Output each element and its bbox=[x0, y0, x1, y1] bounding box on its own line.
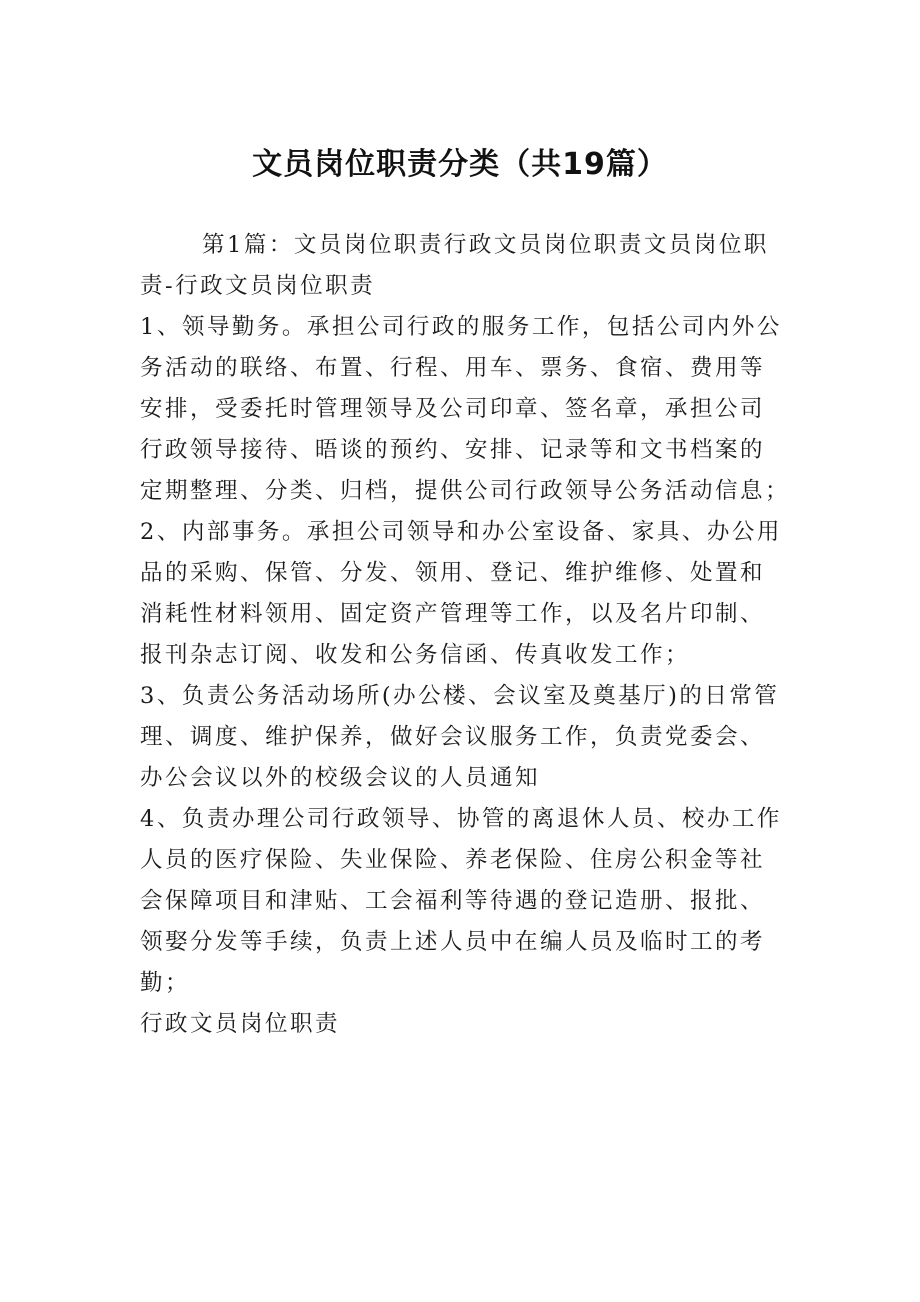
paragraph-line: 消耗性材料领用、固定资产管理等工作，以及名片印制、 bbox=[140, 601, 766, 627]
section-heading: 行政文员岗位职责 bbox=[140, 1011, 341, 1037]
paragraph-line: 品的采购、保管、分发、领用、登记、维护维修、处置和 bbox=[140, 560, 766, 586]
paragraph-line: 会保障项目和津贴、工会福利等待遇的登记造册、报批、 bbox=[140, 888, 766, 914]
paragraph-line: 第1篇：文员岗位职责行政文员岗位职责文员岗位职 bbox=[202, 232, 769, 258]
paragraph-line: 务活动的联络、布置、行程、用车、票务、食宿、费用等 bbox=[140, 355, 766, 381]
paragraph-line: 人员的医疗保险、失业保险、养老保险、住房公积金等社 bbox=[140, 847, 766, 873]
paragraph-line: 报刊杂志订阅、收发和公务信函、传真收发工作； bbox=[140, 642, 691, 668]
paragraph-line: 安排，受委托时管理领导及公司印章、签名章，承担公司 bbox=[140, 396, 766, 422]
paragraph-line: 勤； bbox=[140, 970, 191, 996]
paragraph-line: 行政领导接待、晤谈的预约、安排、记录等和文书档案的 bbox=[140, 437, 766, 463]
paragraph-line: 定期整理、分类、归档，提供公司行政领导公务活动信息； bbox=[140, 478, 791, 504]
paragraph-line: 领娶分发等手续，负责上述人员中在编人员及临时工的考 bbox=[140, 929, 766, 955]
paragraph-line: 4、负责办理公司行政领导、协管的离退休人员、校办工作 bbox=[140, 806, 782, 832]
paragraph-line: 办公会议以外的校级会议的人员通知 bbox=[140, 765, 541, 791]
document-title: 文员岗位职责分类（共19篇） bbox=[252, 147, 668, 182]
paragraph-line: 3、负责公务活动场所(办公楼、会议室及奠基厅)的日常管 bbox=[140, 683, 780, 709]
paragraph-line: 2、内部事务。承担公司领导和办公室设备、家具、办公用 bbox=[140, 519, 782, 545]
paragraph-line: 1、领导勤务。承担公司行政的服务工作，包括公司内外公 bbox=[140, 314, 782, 340]
paragraph-line: 理、调度、维护保养，做好会议服务工作，负责党委会、 bbox=[140, 724, 766, 750]
paragraph-line: 责-行政文员岗位职责 bbox=[140, 273, 376, 299]
document-body bbox=[140, 225, 791, 1045]
